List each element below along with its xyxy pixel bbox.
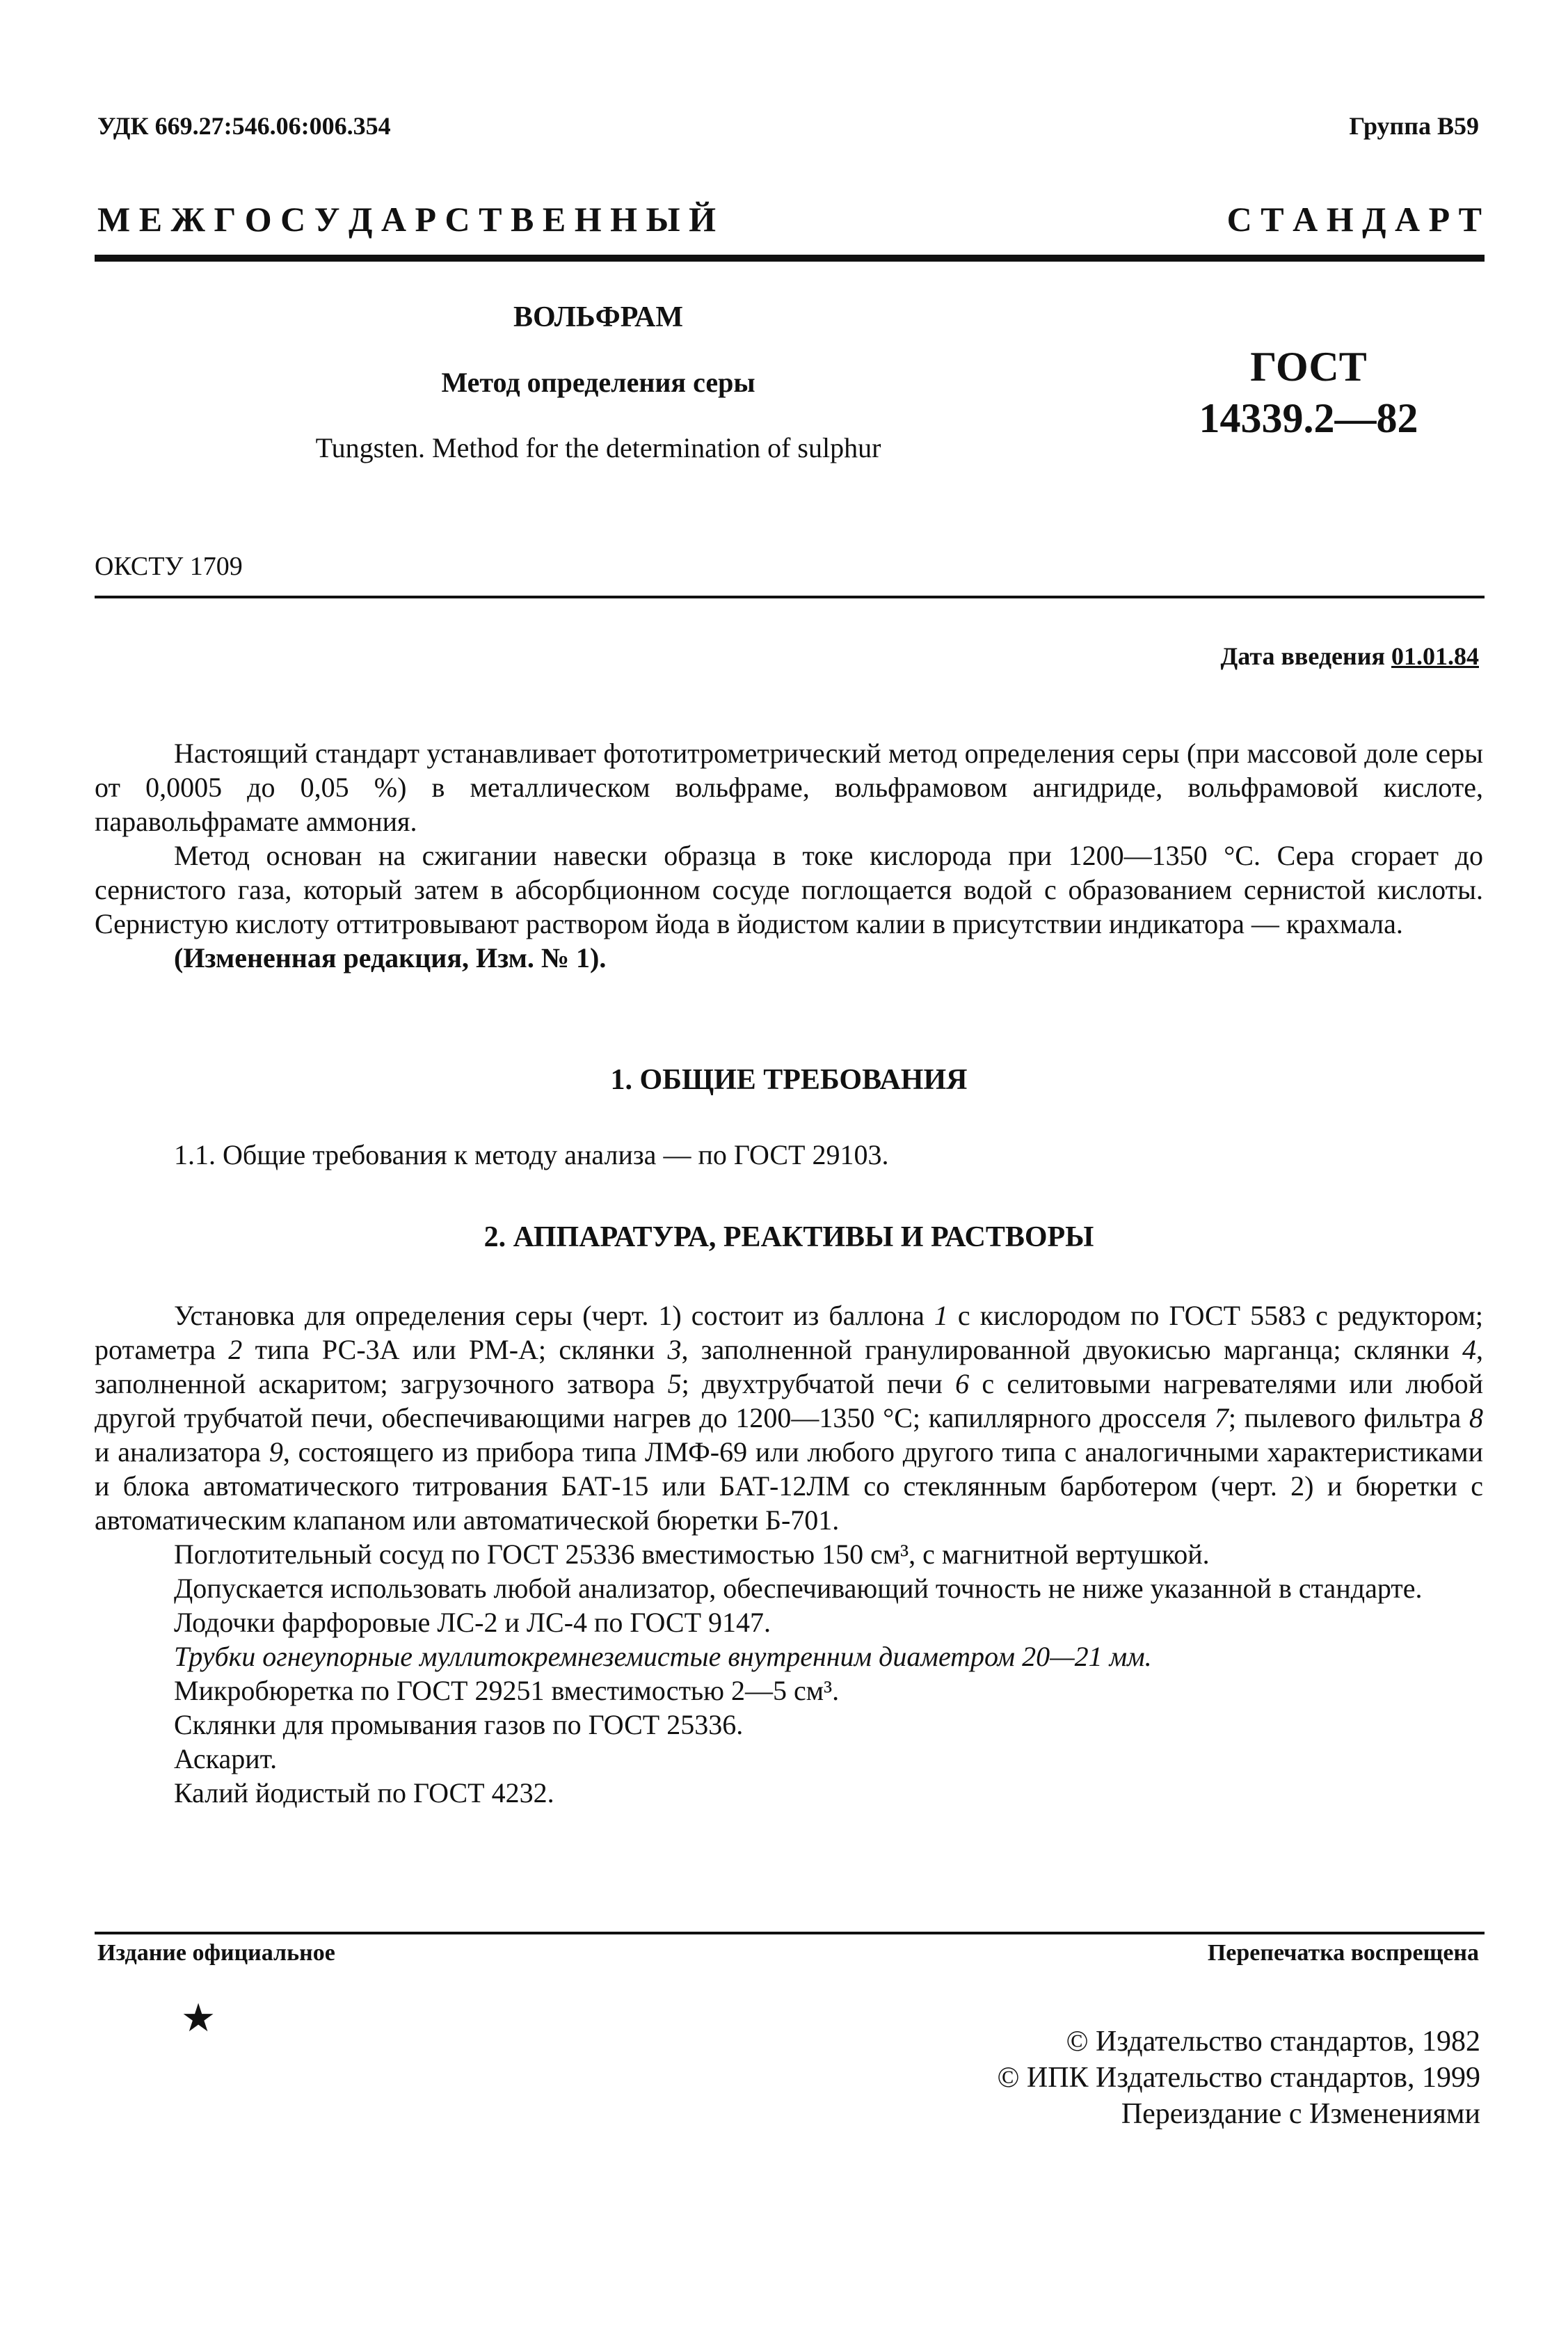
gost-designation xyxy=(1195,341,1422,444)
date-value: 01.01.84 xyxy=(1391,642,1479,670)
section-2-heading: 2. АППАРАТУРА, РЕАКТИВЫ И РАСТВОРЫ xyxy=(483,1221,1094,1253)
amendment-note: (Измененная редакция, Изм. № 1). xyxy=(174,942,607,973)
gost-label: ГОСТ xyxy=(1250,344,1367,390)
banner-left: М Е Ж Г О С У Д А Р С Т В Е Н Н Ы Й xyxy=(97,200,716,239)
ascarite-line: Аскарит. xyxy=(174,1743,278,1774)
date-label: Дата введения xyxy=(1220,642,1391,670)
interstate-standard-banner xyxy=(97,199,1482,239)
section-1-heading: 1. ОБЩИЕ ТРЕБОВАНИЯ xyxy=(610,1064,968,1096)
udk-code: УДК 669.27:546.06:006.354 xyxy=(97,112,391,140)
intro-paragraph-1: Настоящий стандарт устанавливает фототитрометрический метод определения серы (при массовой доле серы от 0,0005 до 0,05 %) в металлическом вольфраме, вольфрамовом ангидриде, вольфрамовой кислоте, паравольфрамате аммония. xyxy=(95,738,1483,837)
potassium-iodide-line: Калий йодистый по ГОСТ 4232. xyxy=(174,1777,554,1809)
apparatus-paragraph: Установка для определения серы (черт. 1) состоит из баллона 1 с кислородом по ГОСТ 5583 с редуктором; ротаметра 2 типа РС-3А или РМ-А; склянки 3, заполненной гранулированной двуокисью марганца; склянки 4, заполненной аскаритом; загрузочного затвора 5; двухтрубчатой печи 6 с селитовыми нагревателями или любой другой трубчатой печи, обеспечивающими нагрев до 1200—1350 °С; капиллярного дросселя 7; пылевого фильтра 8 и анализатора 9, состоящего из прибора типа ЛМФ-69 или любого другого типа с аналогичными характеристиками и блока автоматического титрования БАТ-15 или БАТ-12ЛМ со стеклянным барботером (черт. 2) и бюретки с автоматическим клапаном или автоматической бюретки Б-701. xyxy=(95,1300,1484,1536)
gost-number: 14339.2—82 xyxy=(1199,395,1418,441)
copyright-block xyxy=(997,2024,1480,2132)
intro-paragraph-2: Метод основан на сжигании навески образца в токе кислорода при 1200—1350 °С. Сера сгорает до сернистого газа, который затем в абсорбционном сосуде поглощается водой с образованием сернистой кислоты. Сернистую кислоту оттитровывают раствором йода в йодистом калии в присутствии индикатора — крахмала. xyxy=(95,840,1483,939)
boats-line: Лодочки фарфоровые ЛС-2 и ЛС-4 по ГОСТ 9147. xyxy=(174,1607,771,1638)
reprint-prohibited: Перепечатка воспрещена xyxy=(1207,1940,1479,1966)
document-subtitle: Метод определения серы xyxy=(441,367,755,398)
tubes-line: Трубки огнеупорные муллитокремнеземистые внутренним диаметром 20—21 мм. xyxy=(174,1641,1152,1672)
section-2-body xyxy=(95,1298,1483,1810)
intro-section xyxy=(95,736,1483,975)
star-icon: ★ xyxy=(181,1997,216,2040)
gas-bottles-line: Склянки для промывания газов по ГОСТ 25336. xyxy=(174,1709,744,1740)
banner-right: С Т А Н Д А Р Т xyxy=(1226,200,1482,239)
copyright-1982: © Издательство стандартов, 1982 xyxy=(1066,2026,1480,2058)
introduction-date xyxy=(1221,642,1480,671)
microburette-line: Микробюретка по ГОСТ 29251 вместимостью 2—5 см³. xyxy=(174,1675,840,1706)
group-code: Группа В59 xyxy=(1349,112,1479,140)
official-edition: Издание официальное xyxy=(97,1940,335,1966)
absorber-vessel-line: Поглотительный сосуд по ГОСТ 25336 вместимостью 150 см³, с магнитной вертушкой. xyxy=(174,1539,1210,1570)
english-title: Tungsten. Method for the determination of sulphur xyxy=(315,432,881,463)
section-1-item: 1.1. Общие требования к методу анализа — по ГОСТ 29103. xyxy=(174,1139,889,1170)
reissue-note: Переиздание с Изменениями xyxy=(1121,2098,1480,2130)
document-title: ВОЛЬФРАМ xyxy=(513,301,683,333)
footer-rule xyxy=(95,1932,1485,1934)
oksty-code: ОКСТУ 1709 xyxy=(95,552,243,581)
analyzer-allowance-line: Допускается использовать любой анализатор, обеспечивающий точность не ниже указанной в стандарте. xyxy=(174,1573,1423,1604)
header-rule xyxy=(95,255,1485,262)
oksty-rule xyxy=(95,596,1485,598)
copyright-1999: © ИПК Издательство стандартов, 1999 xyxy=(997,2062,1480,2094)
